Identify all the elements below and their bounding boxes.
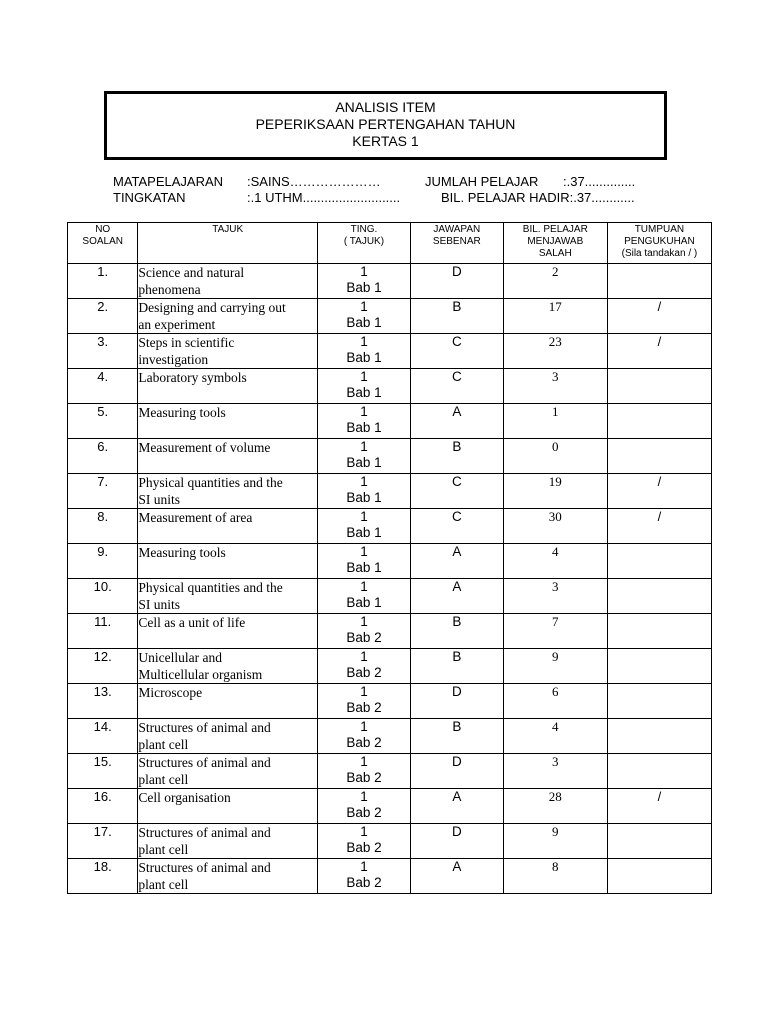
correct-answer: B	[410, 649, 503, 684]
focus-mark: /	[607, 474, 711, 509]
level-value: 1	[360, 789, 368, 804]
table-row	[68, 544, 712, 579]
table-body	[68, 264, 712, 894]
correct-answer: B	[410, 614, 503, 649]
wrong-count: 28	[503, 789, 607, 824]
table-row	[68, 859, 712, 894]
header-level: TING. ( TAJUK)	[318, 223, 411, 264]
level-cell	[318, 859, 411, 894]
level-cell	[318, 684, 411, 719]
level-value: 1	[360, 509, 368, 524]
item-analysis-table	[67, 222, 712, 894]
correct-answer: B	[410, 719, 503, 754]
wrong-count: 23	[503, 334, 607, 369]
question-number: 6.	[68, 439, 138, 474]
topic-cell	[138, 439, 318, 474]
level-cell	[318, 579, 411, 614]
form-label: TINGKATAN	[113, 190, 186, 205]
table-row	[68, 614, 712, 649]
topic-cell	[138, 544, 318, 579]
correct-answer: A	[410, 859, 503, 894]
level-value: 1	[360, 859, 368, 874]
present-label: BIL. PELAJAR HADIR:.37............	[441, 190, 635, 205]
topic-line: SI units	[138, 492, 181, 507]
level-value: 1	[360, 579, 368, 594]
topic-line: Structures of animal and	[138, 755, 271, 770]
question-number: 12.	[68, 649, 138, 684]
form-value: :.1 UTHM...........................	[247, 190, 401, 205]
level-value: 1	[360, 824, 368, 839]
focus-mark	[607, 439, 711, 474]
focus-mark	[607, 859, 711, 894]
topic-line: Measuring tools	[138, 405, 226, 420]
table-row	[68, 299, 712, 334]
table-row	[68, 719, 712, 754]
table-row	[68, 404, 712, 439]
table-header-row	[68, 223, 712, 264]
focus-mark: /	[607, 299, 711, 334]
level-value: 1	[360, 439, 368, 454]
chapter-value: Bab 1	[346, 490, 382, 505]
topic-line: SI units	[138, 597, 181, 612]
level-value: 1	[360, 369, 368, 384]
title-line-1: ANALISIS ITEM	[335, 99, 436, 115]
wrong-count: 9	[503, 824, 607, 859]
question-number: 2.	[68, 299, 138, 334]
question-number: 15.	[68, 754, 138, 789]
level-cell	[318, 754, 411, 789]
topic-line: phenomena	[138, 282, 201, 297]
chapter-value: Bab 1	[346, 455, 382, 470]
focus-mark	[607, 649, 711, 684]
students-label: JUMLAH PELAJAR	[425, 174, 539, 189]
level-value: 1	[360, 649, 368, 664]
table-row	[68, 789, 712, 824]
correct-answer: D	[410, 264, 503, 299]
wrong-count: 30	[503, 509, 607, 544]
chapter-value: Bab 2	[346, 770, 382, 785]
topic-cell	[138, 509, 318, 544]
topic-cell	[138, 789, 318, 824]
correct-answer: C	[410, 334, 503, 369]
wrong-count: 1	[503, 404, 607, 439]
table-row	[68, 824, 712, 859]
topic-cell	[138, 719, 318, 754]
question-number: 17.	[68, 824, 138, 859]
header-focus: TUMPUAN PENGUKUHAN (Sila tandakan / )	[607, 223, 711, 264]
level-cell	[318, 614, 411, 649]
wrong-count: 3	[503, 579, 607, 614]
question-number: 7.	[68, 474, 138, 509]
header-topic: TAJUK	[138, 223, 318, 264]
table-row	[68, 649, 712, 684]
level-cell	[318, 264, 411, 299]
topic-line: Measurement of volume	[138, 440, 271, 455]
topic-line: plant cell	[138, 737, 189, 752]
wrong-count: 3	[503, 754, 607, 789]
wrong-count: 8	[503, 859, 607, 894]
wrong-count: 6	[503, 684, 607, 719]
title-line-2: PEPERIKSAAN PERTENGAHAN TAHUN	[255, 116, 516, 132]
topic-line: Physical quantities and the	[138, 475, 283, 490]
correct-answer: B	[410, 299, 503, 334]
level-cell	[318, 719, 411, 754]
correct-answer: A	[410, 789, 503, 824]
focus-mark: /	[607, 789, 711, 824]
focus-mark	[607, 754, 711, 789]
question-number: 14.	[68, 719, 138, 754]
level-value: 1	[360, 544, 368, 559]
wrong-count: 4	[503, 544, 607, 579]
level-value: 1	[360, 404, 368, 419]
topic-line: Designing and carrying out	[138, 300, 286, 315]
question-number: 10.	[68, 579, 138, 614]
topic-line: Unicellular and	[138, 650, 222, 665]
question-number: 11.	[68, 614, 138, 649]
topic-line: Cell as a unit of life	[138, 615, 246, 630]
question-number: 1.	[68, 264, 138, 299]
focus-mark: /	[607, 334, 711, 369]
topic-line: plant cell	[138, 877, 189, 892]
table-row	[68, 474, 712, 509]
level-value: 1	[360, 299, 368, 314]
topic-cell	[138, 474, 318, 509]
topic-cell	[138, 649, 318, 684]
chapter-value: Bab 2	[346, 700, 382, 715]
chapter-value: Bab 2	[346, 840, 382, 855]
topic-line: Structures of animal and	[138, 720, 271, 735]
wrong-count: 2	[503, 264, 607, 299]
topic-line: Microscope	[138, 685, 203, 700]
question-number: 5.	[68, 404, 138, 439]
topic-cell	[138, 264, 318, 299]
topic-cell	[138, 299, 318, 334]
subject-value: :SAINS…………………	[247, 174, 381, 189]
topic-cell	[138, 684, 318, 719]
topic-cell	[138, 579, 318, 614]
focus-mark	[607, 369, 711, 404]
table-row	[68, 369, 712, 404]
title-line-3: KERTAS 1	[352, 133, 419, 149]
level-value: 1	[360, 334, 368, 349]
question-number: 9.	[68, 544, 138, 579]
question-number: 16.	[68, 789, 138, 824]
level-cell	[318, 299, 411, 334]
chapter-value: Bab 1	[346, 315, 382, 330]
level-cell	[318, 789, 411, 824]
level-cell	[318, 649, 411, 684]
table-row	[68, 684, 712, 719]
topic-line: Measuring tools	[138, 545, 226, 560]
table-row	[68, 754, 712, 789]
level-value: 1	[360, 474, 368, 489]
wrong-count: 3	[503, 369, 607, 404]
correct-answer: C	[410, 474, 503, 509]
wrong-count: 0	[503, 439, 607, 474]
topic-cell	[138, 334, 318, 369]
correct-answer: D	[410, 684, 503, 719]
focus-mark	[607, 824, 711, 859]
chapter-value: Bab 2	[346, 735, 382, 750]
correct-answer: A	[410, 579, 503, 614]
level-cell	[318, 439, 411, 474]
topic-cell	[138, 824, 318, 859]
topic-line: an experiment	[138, 317, 216, 332]
level-cell	[318, 404, 411, 439]
table-row	[68, 439, 712, 474]
topic-line: Structures of animal and	[138, 825, 271, 840]
table-row	[68, 579, 712, 614]
correct-answer: C	[410, 369, 503, 404]
level-cell	[318, 334, 411, 369]
question-number: 13.	[68, 684, 138, 719]
chapter-value: Bab 2	[346, 805, 382, 820]
students-value: :.37..............	[563, 174, 636, 189]
level-value: 1	[360, 684, 368, 699]
level-value: 1	[360, 719, 368, 734]
topic-cell	[138, 859, 318, 894]
level-cell	[318, 474, 411, 509]
chapter-value: Bab 2	[346, 630, 382, 645]
correct-answer: C	[410, 509, 503, 544]
focus-mark	[607, 404, 711, 439]
focus-mark	[607, 264, 711, 299]
correct-answer: D	[410, 754, 503, 789]
topic-line: Physical quantities and the	[138, 580, 283, 595]
topic-cell	[138, 404, 318, 439]
header-wrong-count: BIL. PELAJAR MENJAWAB SALAH	[503, 223, 607, 264]
topic-line: Steps in scientific	[138, 335, 235, 350]
topic-line: Cell organisation	[138, 790, 231, 805]
header-answer: JAWAPAN SEBENAR	[410, 223, 503, 264]
correct-answer: B	[410, 439, 503, 474]
subject-label: MATAPELAJARAN	[113, 174, 224, 189]
chapter-value: Bab 1	[346, 385, 382, 400]
topic-line: Measurement of area	[138, 510, 253, 525]
wrong-count: 7	[503, 614, 607, 649]
topic-line: Multicellular organism	[138, 667, 263, 682]
topic-cell	[138, 754, 318, 789]
wrong-count: 17	[503, 299, 607, 334]
chapter-value: Bab 1	[346, 280, 382, 295]
question-number: 18.	[68, 859, 138, 894]
topic-line: Laboratory symbols	[138, 370, 247, 385]
focus-mark	[607, 544, 711, 579]
topic-cell	[138, 369, 318, 404]
header-no: NO SOALAN	[68, 223, 138, 264]
chapter-value: Bab 1	[346, 525, 382, 540]
question-number: 4.	[68, 369, 138, 404]
focus-mark: /	[607, 509, 711, 544]
table-row	[68, 509, 712, 544]
level-value: 1	[360, 754, 368, 769]
table-row	[68, 264, 712, 299]
chapter-value: Bab 1	[346, 560, 382, 575]
focus-mark	[607, 614, 711, 649]
question-number: 8.	[68, 509, 138, 544]
topic-line: investigation	[138, 352, 209, 367]
topic-line: plant cell	[138, 772, 189, 787]
topic-cell	[138, 614, 318, 649]
level-value: 1	[360, 614, 368, 629]
level-value: 1	[360, 264, 368, 279]
focus-mark	[607, 719, 711, 754]
wrong-count: 9	[503, 649, 607, 684]
level-cell	[318, 824, 411, 859]
correct-answer: A	[410, 544, 503, 579]
table-row	[68, 334, 712, 369]
chapter-value: Bab 1	[346, 595, 382, 610]
chapter-value: Bab 2	[346, 875, 382, 890]
question-number: 3.	[68, 334, 138, 369]
chapter-value: Bab 1	[346, 350, 382, 365]
level-cell	[318, 509, 411, 544]
level-cell	[318, 369, 411, 404]
topic-line: plant cell	[138, 842, 189, 857]
wrong-count: 4	[503, 719, 607, 754]
chapter-value: Bab 2	[346, 665, 382, 680]
wrong-count: 19	[503, 474, 607, 509]
topic-line: Science and natural	[138, 265, 245, 280]
focus-mark	[607, 684, 711, 719]
topic-line: Structures of animal and	[138, 860, 271, 875]
correct-answer: A	[410, 404, 503, 439]
level-cell	[318, 544, 411, 579]
focus-mark	[607, 579, 711, 614]
chapter-value: Bab 1	[346, 420, 382, 435]
correct-answer: D	[410, 824, 503, 859]
document-title-box	[104, 91, 667, 160]
